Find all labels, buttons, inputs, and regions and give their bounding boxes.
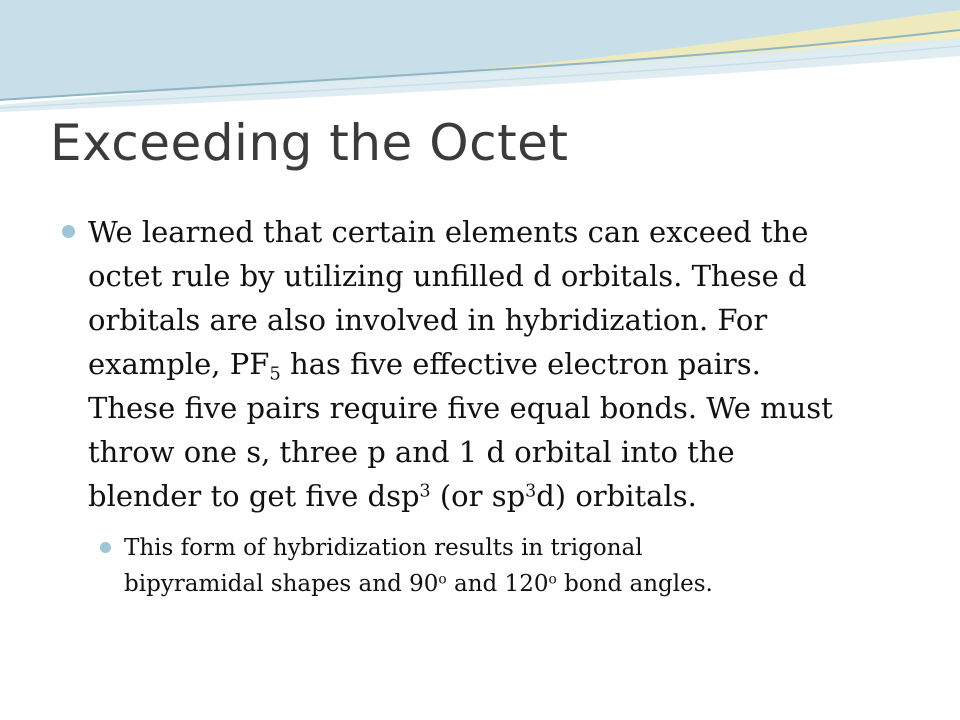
decorative-banner	[0, 0, 960, 130]
bullet-line: bipyramidal shapes and 90$^o$ and 120$^o$ bond angles.	[124, 571, 713, 597]
bullet-sub	[100, 530, 918, 602]
bullet-line: These five pairs require five equal bonds. We must	[88, 391, 833, 425]
bullet-line: orbitals are also involved in hybridization. For	[88, 303, 768, 337]
slide-title: Exceeding the Octet	[50, 114, 569, 172]
bullet-line: We learned that certain elements can exceed the	[88, 215, 809, 249]
bullet-line: octet rule by utilizing unfilled d orbitals. These d	[88, 259, 807, 293]
superscript: 3	[419, 481, 431, 502]
bullet-line: example, $PF_5$ has five effective electron pairs.	[88, 347, 761, 385]
bullet-dot-icon	[62, 225, 75, 238]
superscript: 3	[525, 481, 537, 502]
bullet-line: throw one s, three p and 1 d orbital into the	[88, 435, 735, 469]
bullet-main	[58, 210, 918, 518]
superscript: o	[438, 571, 447, 588]
bullet-line: This form of hybridization results in trigonal	[124, 535, 643, 561]
bullet-dot-icon	[100, 542, 111, 553]
superscript: o	[548, 571, 557, 588]
subscript: 5	[269, 363, 281, 385]
slide-content	[58, 210, 918, 602]
bullet-line: blender to get five dsp$^3$ (or $sp^3d$) orbitals.	[88, 479, 697, 513]
